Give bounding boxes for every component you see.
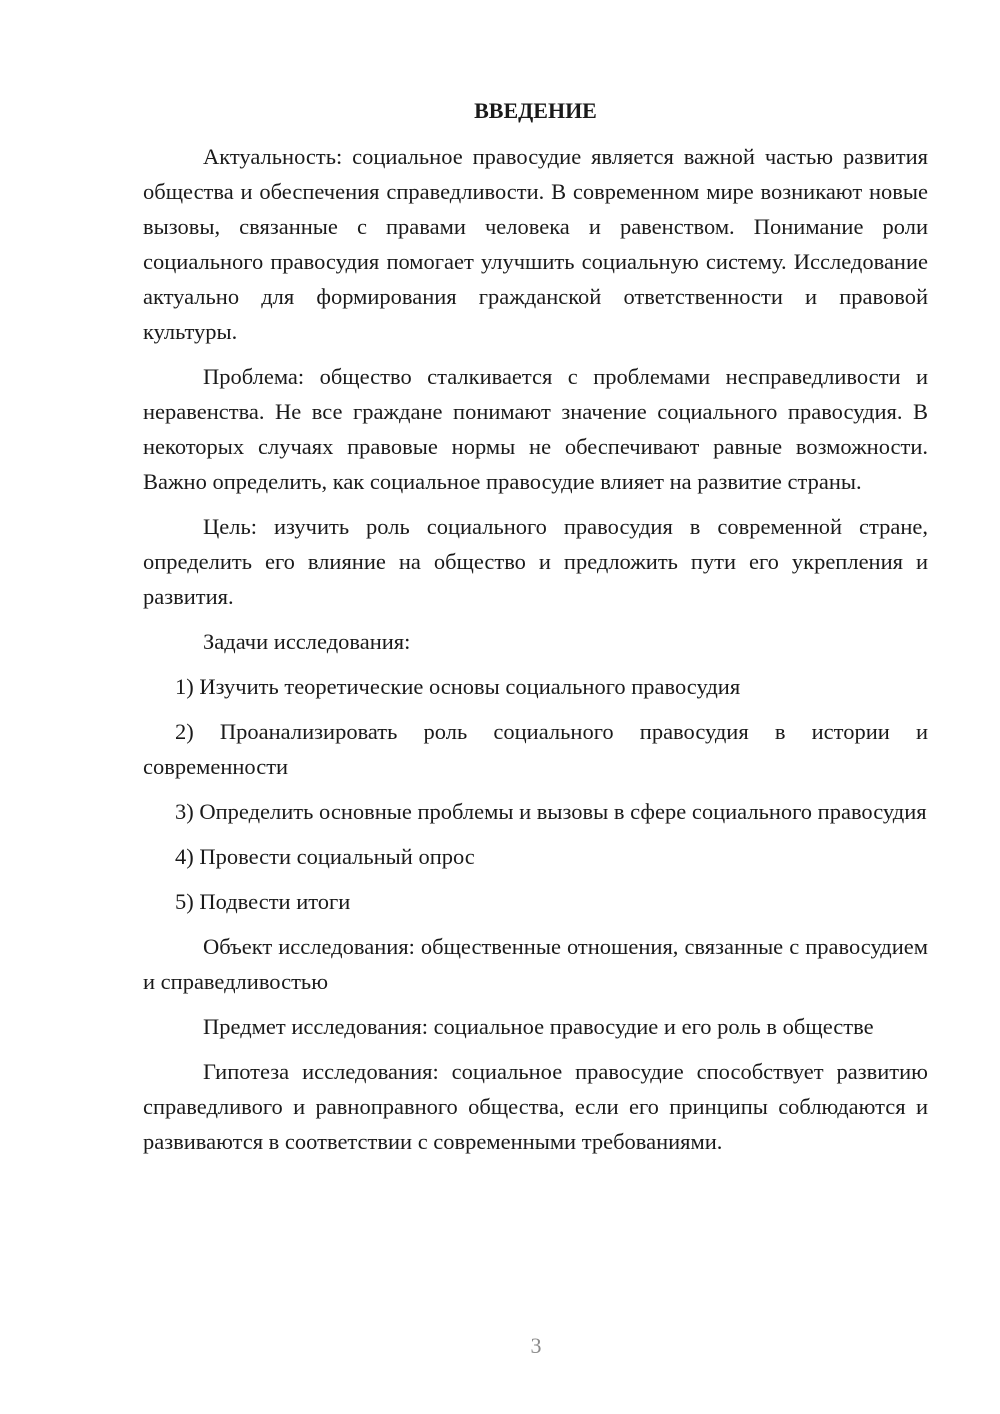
paragraph-relevance: Актуальность: социальное правосудие является важной частью развития общества и обеспечения справедливости. В современном мире возникают новые вызовы, связанные с правами человека и равенством. Понимание роли социального правосудия помогает улучшить социальную систему. Исследование актуально для формирования гражданской ответственности и правовой культуры. — [143, 144, 928, 344]
task-item-5: 5) Подвести итоги — [175, 889, 351, 914]
paragraph-problem: Проблема: общество сталкивается с проблемами несправедливости и неравенства. Не все граждане понимают значение социального правосудия. В некоторых случаях правовые нормы не обеспечивают равные возможности. Важно определить, как социальное правосудие влияет на развитие страны. — [143, 364, 928, 494]
paragraph-goal: Цель: изучить роль социального правосудия в современной стране, определить его влияние на общество и предложить пути его укрепления и развития. — [143, 514, 928, 609]
page-number: 3 — [530, 1333, 542, 1358]
task-item-4: 4) Провести социальный опрос — [175, 844, 475, 869]
task-item-2: 2) Проанализировать роль социального правосудия в истории и современности — [143, 719, 928, 779]
document-body — [143, 95, 928, 1169]
task-item-3: 3) Определить основные проблемы и вызовы в сфере социального правосудия — [175, 799, 927, 824]
task-item-1: 1) Изучить теоретические основы социального правосудия — [175, 674, 741, 699]
section-title: ВВЕДЕНИЕ — [474, 98, 597, 123]
paragraph-subject: Предмет исследования: социальное правосудие и его роль в обществе — [203, 1014, 874, 1039]
paragraph-hypothesis: Гипотеза исследования: социальное правосудие способствует развитию справедливого и равноправного общества, если его принципы соблюдаются и развиваются в соответствии с современными требованиями. — [143, 1059, 928, 1154]
tasks-heading: Задачи исследования: — [203, 629, 411, 654]
paragraph-object: Объект исследования: общественные отношения, связанные с правосудием и справедливостью — [143, 934, 928, 994]
